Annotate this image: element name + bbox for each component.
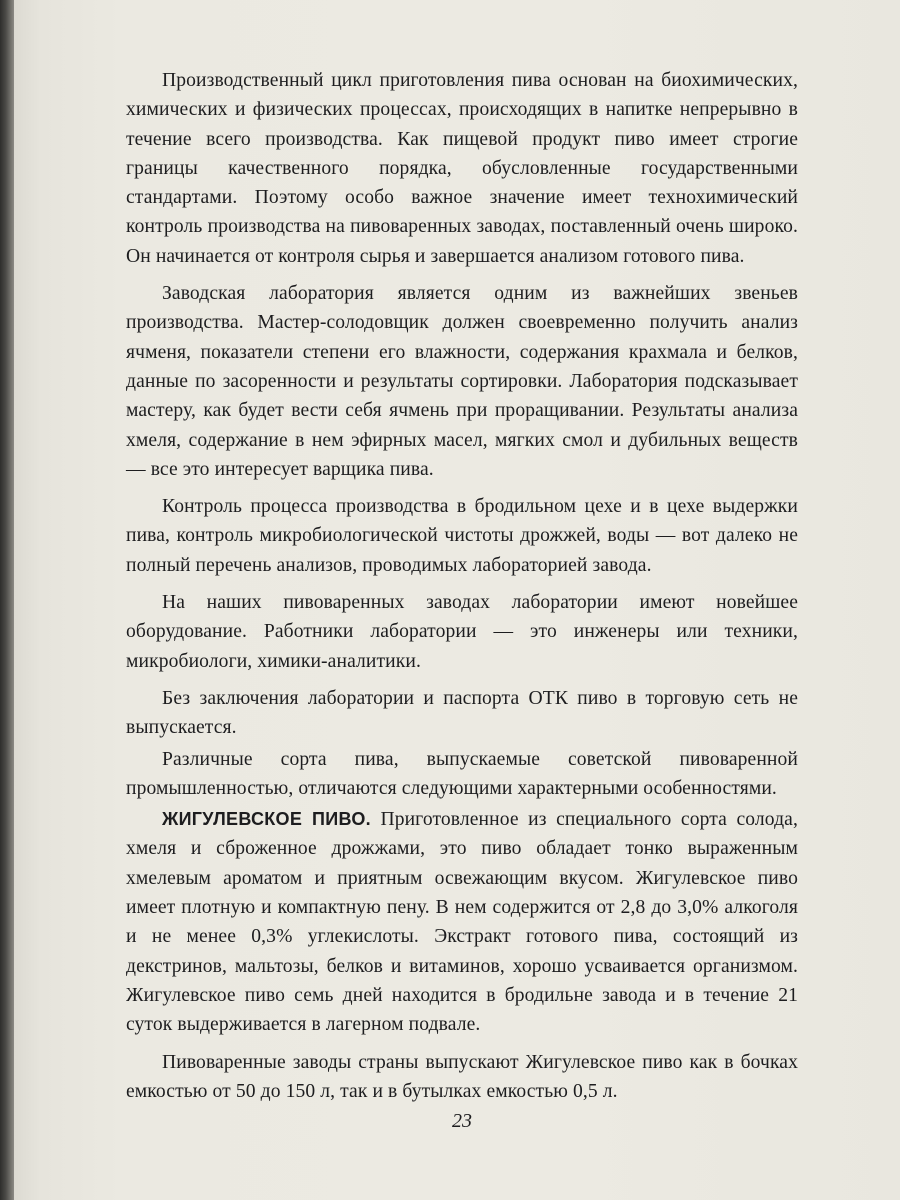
zhiguli-heading: ЖИГУЛЕВСКОЕ ПИВО. bbox=[162, 809, 371, 830]
paragraph-otk-passport: Без заключения лаборатории и паспорта ОТК пиво в торговую сеть не выпускается. bbox=[126, 687, 798, 739]
paragraph-lab-equipment: На наших пивоваренных заводах лаборатории имеют новейшее оборудование. Работники лаборатории — это инженеры или техники, микробиологи, химики-аналитики. bbox=[126, 592, 798, 672]
page-number: 23 bbox=[452, 1110, 472, 1132]
zhiguli-description: Приготовленное из специального сорта солода, хмеля и сброженное дрожжами, это пиво обладает тонко выраженным хмелевым ароматом и приятным освежающим вкусом. Жигулевское пиво имеет плотную и компактную пену. В нем содержится от 2,8 до 3,0% алкоголя и не менее 0,3% углекислоты. Экстракт готового пива, состоящий из декстринов, мальтозы, белков и витаминов, хорошо усваивается организмом. Жигулевское пиво семь дней находится в бродильне завода и в течение 21 суток выдерживается в лагерном подвале. bbox=[126, 809, 798, 1036]
paragraph-beer-varieties: Различные сорта пива, выпускаемые советской пивоваренной промышленностью, отличаются следующими характерными особенностями. bbox=[126, 748, 798, 799]
page-text bbox=[126, 66, 798, 1106]
paragraph-production-cycle: Производственный цикл приготовления пива основан на биохимических, химических и физических процессах, происходящих в напитке непрерывно в течение всего производства. Как пищевой продукт пиво имеет строгие границы качественного порядка, обусловленные государственными стандартами. Поэтому особо важное значение имеет технохимический контроль производства на пивоваренных заводах, поставленный очень широко. Он начинается от контроля сырья и завершается анализом готового пива. bbox=[126, 70, 798, 267]
book-page bbox=[14, 0, 900, 1200]
paragraph-packaging: Пивоваренные заводы страны выпускают Жигулевское пиво как в бочках емкостью от 50 до 150 л, так и в бутылках емкостью 0,5 л. bbox=[126, 1051, 798, 1102]
paragraph-process-control: Контроль процесса производства в бродильном цехе и в цехе выдержки пива, контроль микробиологической чистоты дрожжей, воды — вот далеко не полный перечень анализов, проводимых лабораторией завода. bbox=[126, 496, 798, 576]
paragraph-factory-laboratory: Заводская лаборатория является одним из важнейших звеньев производства. Мастер-солодовщик должен своевременно получить анализ ячменя, показатели степени его влажности, содержания крахмала и белков, данные по засоренности и результаты сортировки. Лаборатория подсказывает мастеру, как будет вести себя ячмень при проращивании. Результаты анализа хмеля, содержание в нем эфирных масел, мягких смол и дубильных веществ — все это интересует варщика пива. bbox=[126, 283, 798, 480]
book-spine-shadow bbox=[0, 0, 14, 1200]
paragraph-zhiguli-beer bbox=[126, 805, 798, 1039]
